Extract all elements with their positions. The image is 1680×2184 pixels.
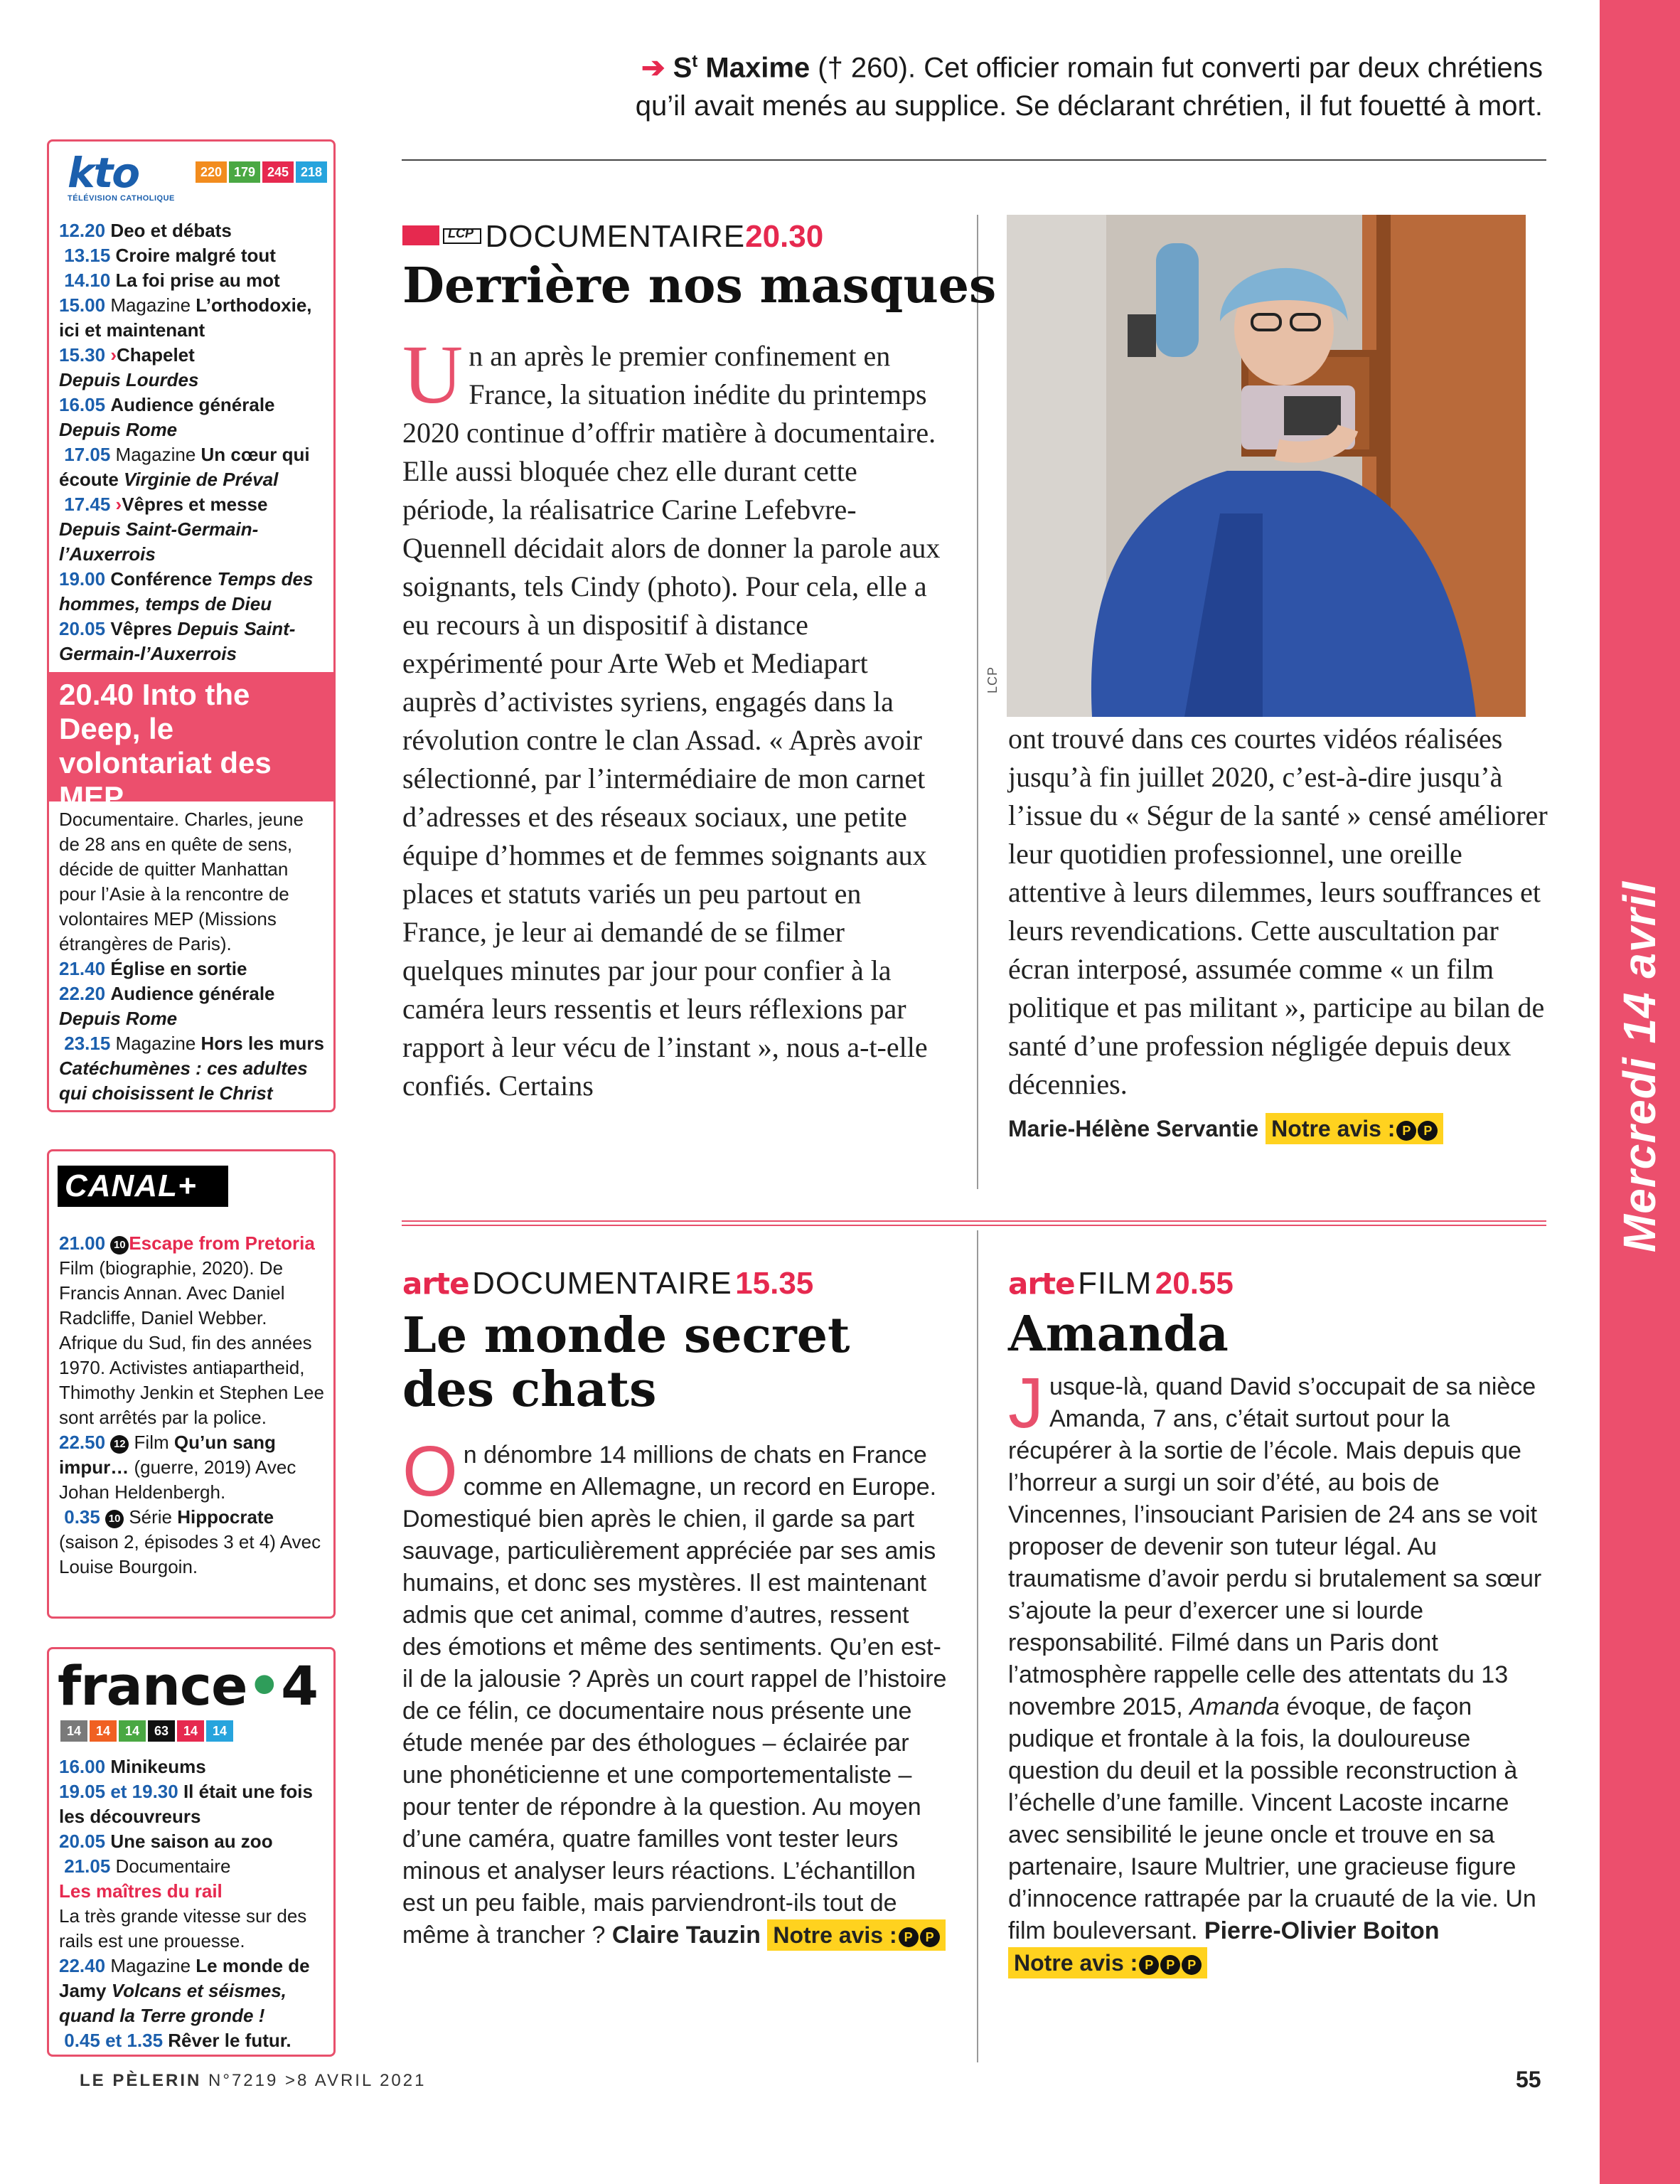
kto-logo: kto TÉLÉVISION CATHOLIQUE [68,149,175,203]
kto-listing-box [47,139,336,1112]
drop-cap: U [402,328,464,421]
list-item: 20.05 Vêpres Depuis Saint-Germain-l’Auxerrois [59,618,296,664]
column-divider [977,215,978,1189]
canal-listing-box [47,1149,336,1619]
arte-logo: arte [1008,1266,1075,1301]
article3-author: Pierre-Olivier Boiton [1204,1917,1440,1944]
rating-point-icon: P [1182,1955,1202,1975]
drop-cap: J [1008,1363,1044,1443]
channel-badge: 218 [296,161,327,183]
list-item: 21.00 10 Escape from Pretoria Film (biographie, 2020). De Francis Annan. Avec Daniel Radcliffe, Daniel Webber. Afrique du Sud, fin des années 1970. Activistes antiapartheid, Thimothy Jenkin et Stephen Lee sont arrêtés par la police. [59,1232,324,1428]
channel-badge: 14 [90,1720,117,1742]
channel-badge: 14 [177,1720,204,1742]
list-item: 22.20 Audience générale Depuis Rome [59,983,275,1029]
list-item: 21.40 Église en sortie [59,958,247,979]
channel-badge: 63 [148,1720,175,1742]
article3-body: J usque-là, quand David s’occupait de sa nièce Amanda, 7 ans, c’était surtout pour la récupérer à la sortie de l’école. Mais depuis que l’horreur a surgi un soir d’été, au bois de Vincennes, l’insouciant Parisien de 24 ans se voit proposer de devenir son tuteur légal. Au traumatisme d’avoir perdu si brutalement sa sœur s’ajoute la peur d’exercer une si lourde responsabilité. Filmé dans un Paris dont l’atmosphère rappelle celle des attentats du 13 novembre 2015, Amanda évoque, de façon pudique et frontale à la fois, la douloureuse question du deuil et la possible reconstruction à l’échelle d’une famille. Vincent Lacoste incarne avec sensibilité le jeune oncle et trouve en sa partenaire, Isaure Multrier, une gracieuse figure d’innocence rattrapée par la cruauté de la vie. Un film bouleversant. Pierre-Olivier Boiton Notre avis : P P P [1008,1371,1556,1979]
saint-of-day [398,43,1543,125]
channel-badge: 220 [196,161,227,183]
rating-point-icon: P [1418,1121,1438,1141]
channel-badge: 14 [60,1720,87,1742]
arrow-right-icon: ➔ [641,52,665,84]
drop-cap: O [402,1432,458,1511]
arte-logo: arte [402,1266,469,1301]
channel-badge: 245 [262,161,294,183]
list-item: 21.05 Documentaire Les maîtres du rail La très grande vitesse sur des rails est une prouesse. [59,1855,307,1951]
saint-line2: qu’il avait menés au supplice. Se déclarant chrétien, il fut fouetté à mort. [635,90,1543,122]
age-rating-icon: 12 [110,1435,129,1454]
featured-program: 20.40 Into the Deep, le volontariat des MEP [49,672,333,801]
list-item: 19.00 Conférence Temps des hommes, temps de Dieu [59,568,314,614]
list-item: 16.00 Minikeums [59,1756,206,1777]
age-rating-icon: 10 [110,1236,129,1255]
top-divider [402,159,1546,161]
channel-badge: 179 [229,161,260,183]
kto-program-list [59,218,326,666]
list-item: 0.35 10 Série Hippocrate (saison 2, épisodes 3 et 4) Avec Louise Bourgoin. [59,1506,321,1577]
saint-name: Maxime [697,52,810,84]
rating-point-icon: P [920,1927,940,1947]
article1-photo [1007,215,1526,717]
chevron-right-icon: › [115,494,122,515]
france4-program-list [59,1754,326,2053]
list-item: 17.45 ›Vêpres et messe Depuis Saint-Germain-l’Auxerrois [59,494,268,565]
list-item: 13.15 Croire malgré tout [64,245,276,266]
list-item: 17.05 Magazine Un cœur qui écoute Virginie de Préval [59,444,310,490]
list-item: 16.05 Audience générale Depuis Rome [59,394,275,440]
channel-badge: 14 [119,1720,146,1742]
rating-badge: Notre avis : P P P [1008,1947,1207,1978]
article2-author: Claire Tauzin [611,1922,761,1949]
article1-body-col1: U n an après le premier confinement en France, la situation inédite du printemps 2020 continue d’offrir matière à documentaire. Elle aussi bloquée chez elle durant cette période, la réalisatrice Carine Lefebvre-Quennell décidait alors de donner la parole aux soignants, tels Cindy (photo). Pour cela, elle a eu recours à un dispositif à distance expérimenté pour Arte Web et Mediapart auprès d’activistes syriens, engagés dans la révolution contre le clan Assad. « Après avoir sélectionné, par l’intermédiaire de mon carnet d’adresses et des réseaux sociaux, une petite équipe d’hommes et de femmes soignants aux places et statuts variés un peu partout en France, je leur ai demandé de se filmer quelques minutes par jour pour confier à la caméra leurs ressentis et leurs réflexions par rapport à leur vécu de l’instant », nous a-t-elle confiés. Certains [402,328,941,1102]
article1-title: Derrière nos masques [402,257,997,314]
kto-program-list-2 [59,807,326,1106]
list-item: 15.00 Magazine L’orthodoxie, ici et maintenant [59,294,312,341]
rating-point-icon: P [899,1927,919,1947]
program-description: Documentaire. Charles, jeune de 28 ans en quête de sens, décide de quitter Manhattan pour l’Asie à la rencontre de volontaires MEP (Missions étrangères de Paris). [59,809,304,954]
saint-line1: († 260). Cet officier romain fut converti par deux chrétiens [810,52,1543,84]
issue-info: N°7219 >8 AVRIL 2021 [208,2071,427,2090]
article1-header: LCP DOCUMENTAIRE20.30 [402,219,823,255]
list-item: 22.50 12 Film Qu’un sang impur… (guerre, 2019) Avec Johan Heldenbergh. [59,1432,296,1503]
rating-point-icon: P [1139,1955,1159,1975]
rating-badge: Notre avis : P P [1266,1113,1443,1144]
canal-program-list [59,1231,326,1580]
section-divider [402,1220,1546,1226]
france4-listing-box [47,1647,336,2057]
page-number: 55 [1516,2067,1541,2092]
chevron-right-icon: › [110,344,117,366]
list-item: 14.10 La foi prise au mot [64,270,280,291]
date-label: Mercredi 14 avril [1614,880,1665,1253]
magazine-name: LE PÈLERIN [80,2071,202,2090]
rating-badge: Notre avis : P P [767,1919,945,1951]
article2-title: Le monde secret des chats [402,1307,850,1418]
list-item: 15.30 ›Chapelet Depuis Lourdes [59,344,199,390]
saint-prefix: S [673,52,692,84]
rating-point-icon: P [1396,1121,1416,1141]
article1-author: Marie-Hélène Servantie [1008,1116,1259,1141]
channel-badge: 14 [206,1720,233,1742]
rating-point-icon: P [1160,1955,1180,1975]
list-item: 22.40 Magazine Le monde de Jamy Volcans et séismes, quand la Terre gronde ! [59,1955,310,2026]
date-band [1600,0,1680,2184]
list-item: 23.15 Magazine Hors les murs Catéchumènes : ces adultes qui choisissent le Christ [59,1033,324,1104]
photo-credit: LCP [985,666,1000,693]
article2-body: O n dénombre 14 millions de chats en France comme en Allemagne, un record en Europe. Domestiqué bien après le chien, il garde sa part sauvage, particulièrement appréciée par ses amis humains, et donc ses mystères. Il est maintenant admis que cet animal, comme d’autres, ressent des émotions et même des sentiments. Qu’en est-il de la jalousie ? Après un court rappel de l’histoire de ce félin, ce documentaire nous présente une étude menée par des éthologues – éclairée par une phonéticienne et une comportementaliste – pour tenter de répondre à la question. Au moyen d’une caméra, quatre familles vont tester leurs minous et analyser leurs réactions. L’échantillon est un peu faible, mais parviendront-ils tout de même à trancher ? Claire Tauzin Notre avis : P P [402,1439,950,1951]
canal-logo: CANAL+ [58,1166,228,1207]
article1-body-col2: ont trouvé dans ces courtes vidéos réalisées jusqu’à fin juillet 2020, c’est-à-dire jusqu’à l’issue du « Ségur de la santé » censé améliorer leur quotidien professionnel, une oreille attentive à leurs dilemmes, leurs souffrances et leurs revendications. Cette auscultation par écran interposé, assumée comme « un film politique et pas militant », participe au bilan de santé d’une profession négligée depuis deux décennies. Marie-Hélène Servantie Notre avis : P P [1008,720,1548,1148]
list-item: 0.45 et 1.35 Rêver le futur. [64,2030,291,2051]
age-rating-icon: 10 [105,1510,124,1528]
column-divider [977,1230,978,2062]
page-footer [80,2071,426,2091]
list-item: 19.05 et 19.30 Il était une fois les découvreurs [59,1781,313,1827]
saint-sup: t [692,52,698,71]
article3-header: arte FILM 20.55 [1008,1266,1234,1301]
kto-channel-numbers [196,161,327,183]
france4-channel-numbers [60,1720,233,1742]
article3-title: Amanda [1008,1306,1229,1363]
list-item: 20.05 Une saison au zoo [59,1831,273,1852]
article2-header: arte DOCUMENTAIRE 15.35 [402,1266,814,1301]
france4-logo: france•4 [58,1654,318,1717]
list-item: 12.20 Deo et débats [59,220,232,241]
